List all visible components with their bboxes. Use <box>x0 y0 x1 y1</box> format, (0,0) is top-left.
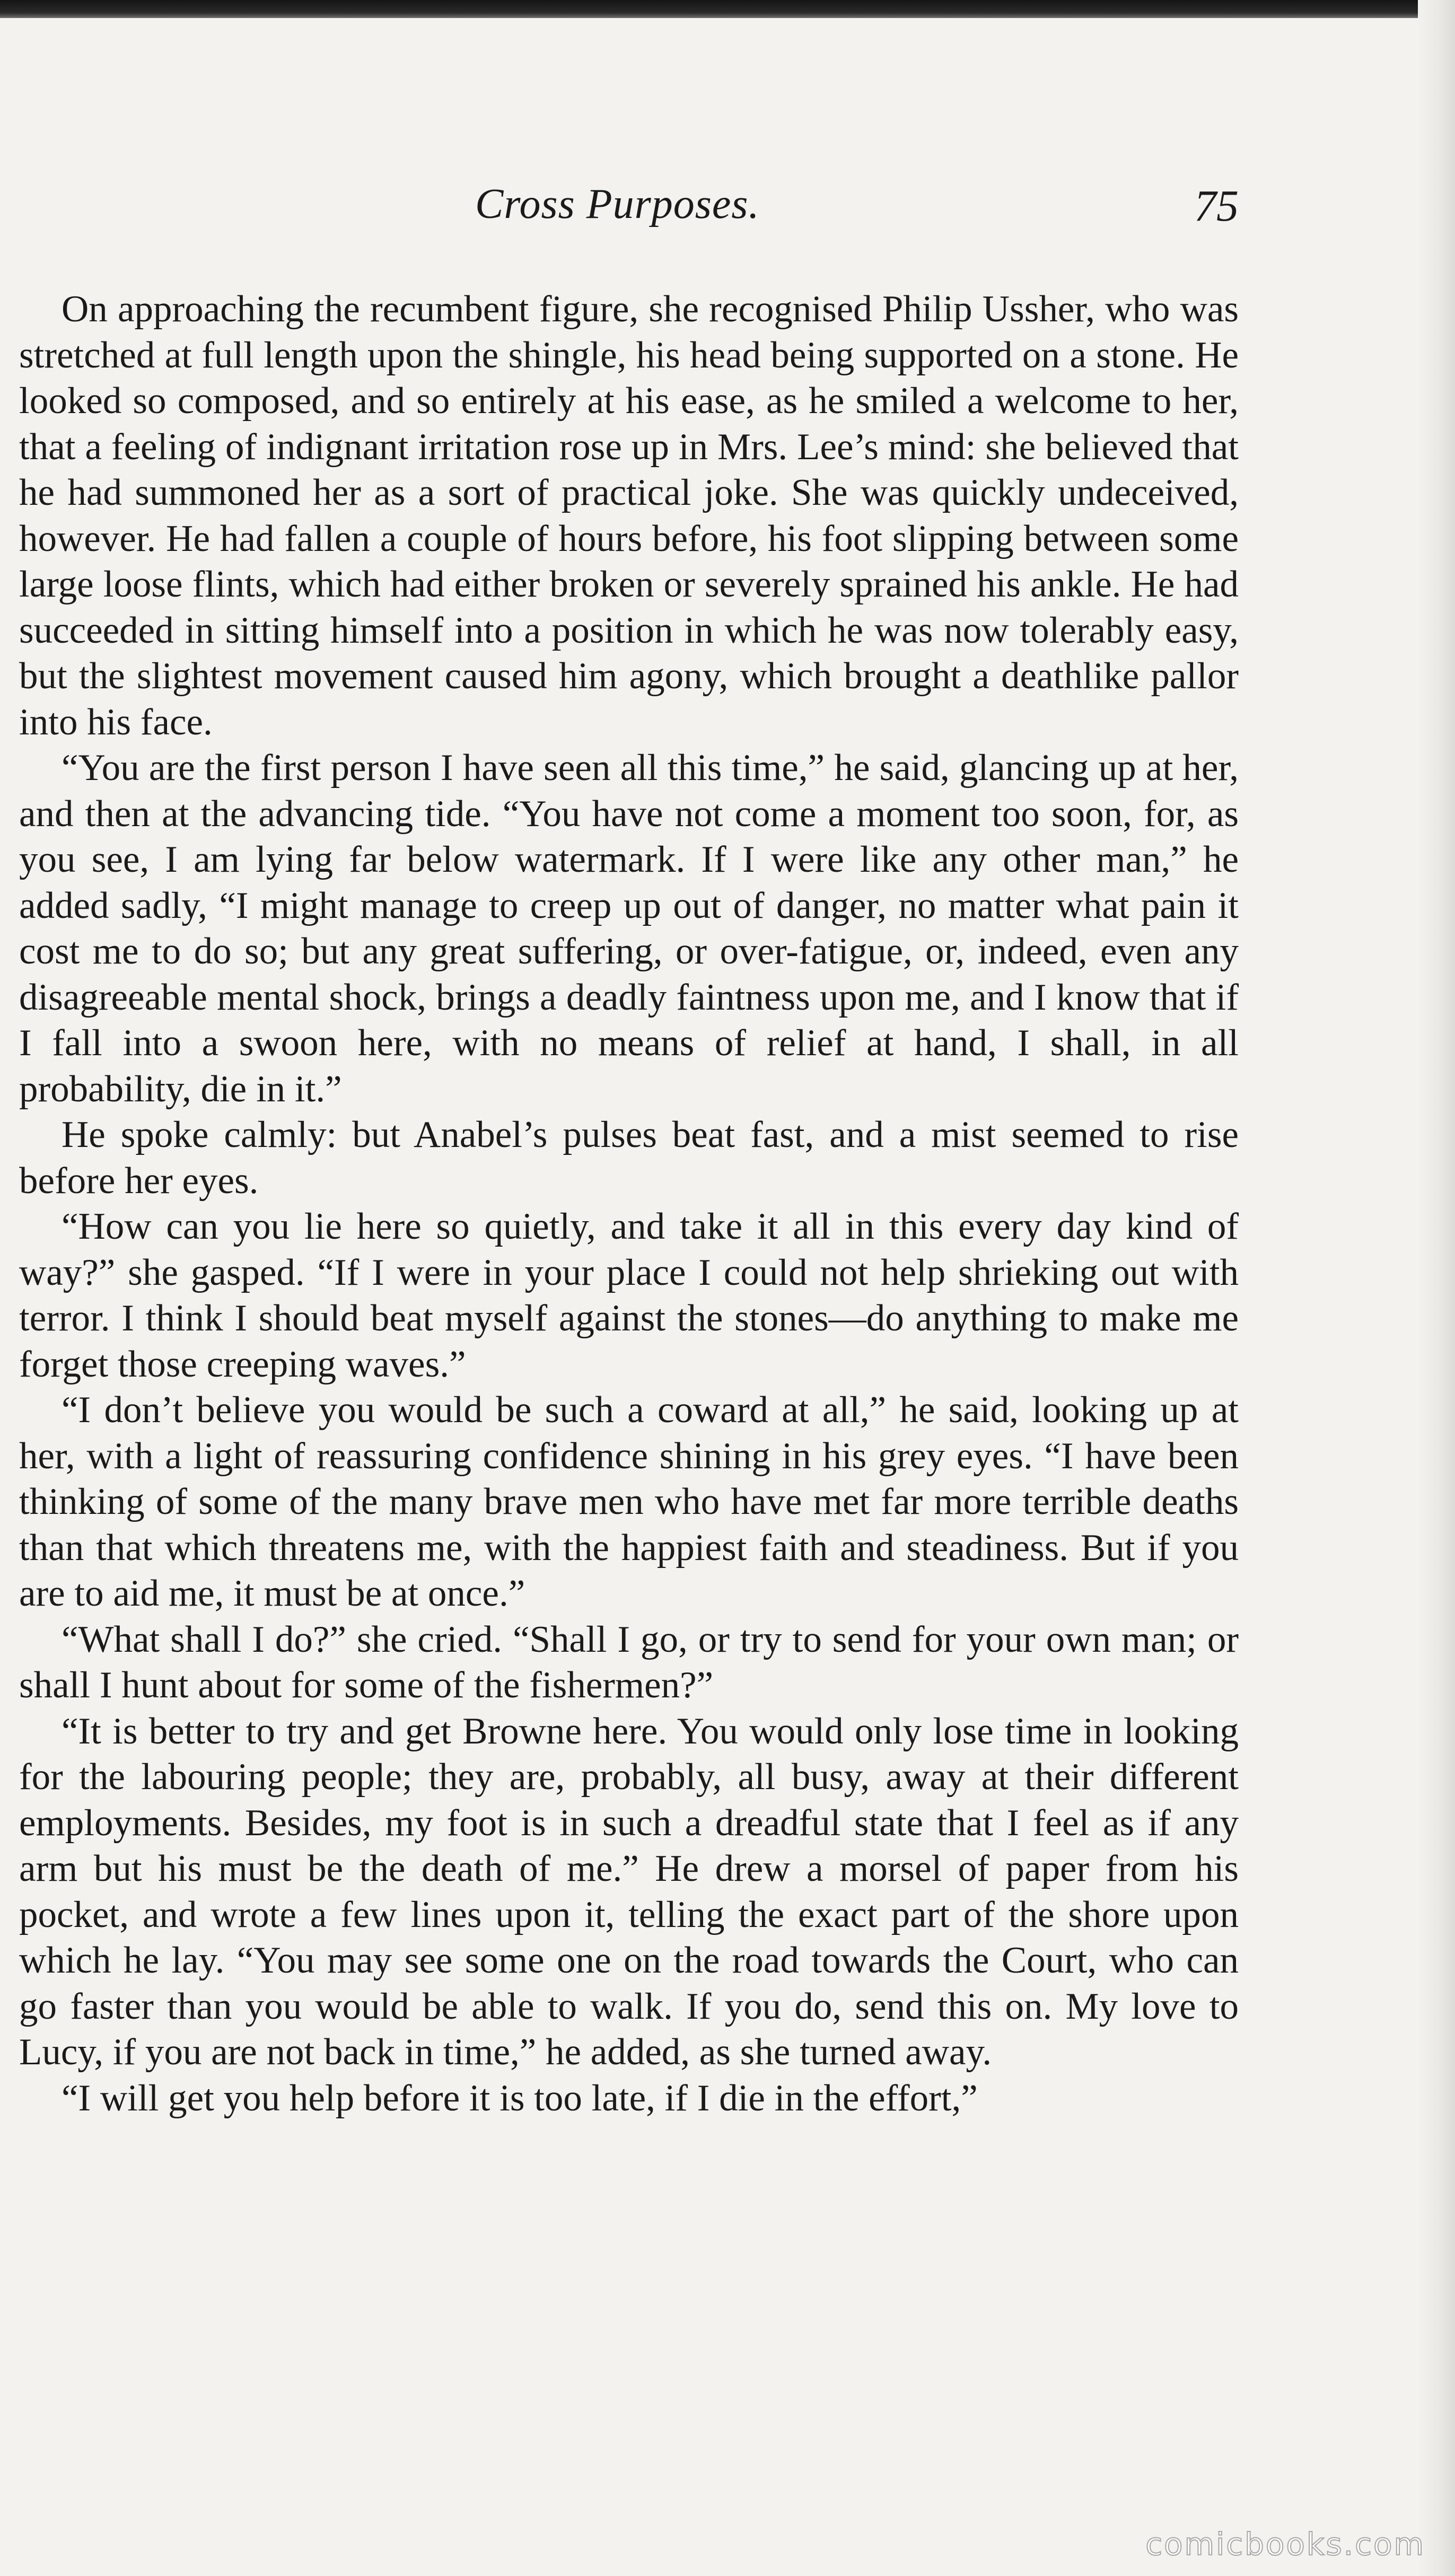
running-title: Cross Purposes. <box>475 181 760 227</box>
scan-top-edge <box>0 0 1455 18</box>
paragraph: “How can you lie here so quietly, and take it all in this every day kind of way?” she gasped. “If I were in your place I could not help shrieking out with terror. I think I should beat myself against the stones—do anything to make me forget those creeping waves.” <box>19 1206 1239 1385</box>
paragraph: “You are the first person I have seen all this time,” he said, glancing up at her, and then at the advancing tide. “You have not come a moment too soon, for, as you see, I am lying far below watermark. If I were like any other man,” he added sadly, “I might manage to creep up out of danger, no matter what pain it cost me to do so; but any great suffering, or over-fatigue, or, indeed, even any disagreeable mental shock, brings a deadly faintness upon me, and I know that if I fall into a swoon here, with no means of relief at hand, I shall, in all probability, die in it.” <box>19 747 1239 1110</box>
book-page <box>19 175 1239 2121</box>
paragraph: “I don’t believe you would be such a coward at all,” he said, looking up at her, with a light of reassuring confidence shining in his grey eyes. “I have been thinking of some of the many brave men who have met far more terrible deaths than that which threatens me, with the happiest faith and steadiness. But if you are to aid me, it must be at once.” <box>19 1389 1239 1614</box>
scan-right-edge <box>1418 0 1455 2576</box>
paragraph: “What shall I do?” she cried. “Shall I go, or try to send for your own man; or shall I hunt about for some of the fishermen?” <box>19 1618 1239 1706</box>
body-text <box>19 286 1239 2121</box>
paragraph: He spoke calmly: but Anabel’s pulses beat fast, and a mist seemed to rise before her eyes. <box>19 1114 1239 1202</box>
watermark-text: comicbooks.com <box>1145 2526 1425 2562</box>
paragraph: “I will get you help before it is too late, if I die in the effort,” <box>62 2077 978 2119</box>
running-head <box>19 175 1239 249</box>
paragraph: “It is better to try and get Browne here. You would only lose time in looking for the labouring people; they are, probably, all busy, away at their different employments. Besides, my foot is in such a dreadful state that I feel as if any arm but his must be the death of me.” He drew a morsel of paper from his pocket, and wrote a few lines upon it, telling the exact part of the shore upon which he lay. “You may see some one on the road towards the Court, who can go faster than you would be able to walk. If you do, send this on. My love to Lucy, if you are not back in time,” he added, as she turned away. <box>19 1710 1239 2073</box>
page-number: 75 <box>1194 181 1239 231</box>
paragraph: On approaching the recumbent figure, she recognised Philip Ussher, who was stretched at full length upon the shingle, his head being supported on a stone. He looked so composed, and so entirely at his ease, as he smiled a welcome to her, that a feeling of indignant irritation rose up in Mrs. Lee’s mind: she believed that he had summoned her as a sort of practical joke. She was quickly undeceived, however. He had fallen a couple of hours before, his foot slipping between some large loose flints, which had either broken or severely sprained his ankle. He had succeeded in sitting himself into a position in which he was now tolerably easy, but the slightest movement caused him agony, which brought a deathlike pallor into his face. <box>19 288 1239 743</box>
